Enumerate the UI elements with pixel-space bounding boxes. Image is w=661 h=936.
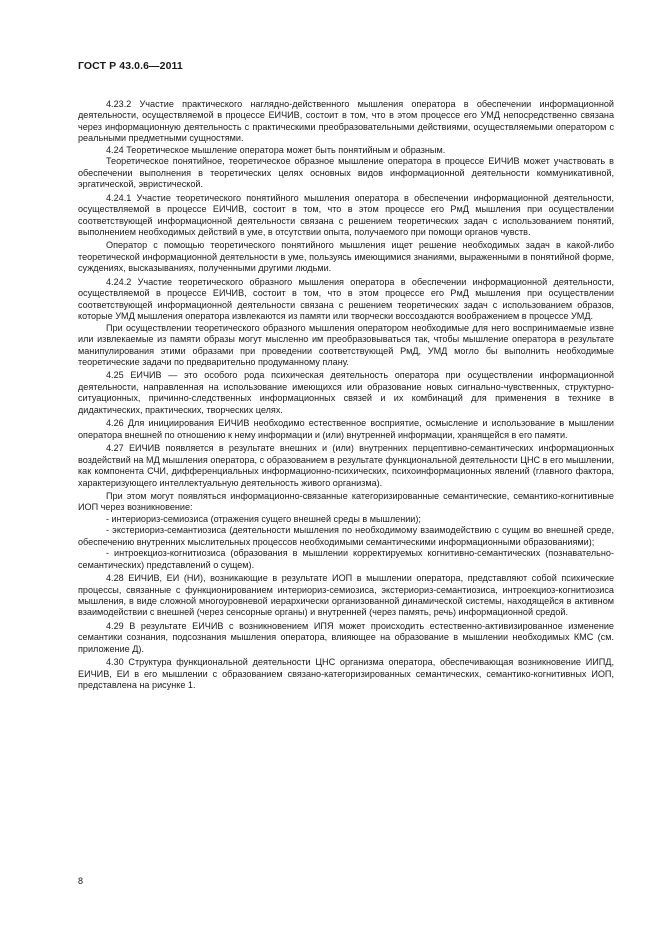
paragraph-4-29: 4.29 В результате ЕИЧИВ с возникновением ИПЯ может происходить естественно-активизированное изменение семантики сознания, подсознания мышления оператора, влияющее на образование в мышлении необходимых КМС (см. приложение Д). [78, 620, 614, 654]
paragraph-operator-conceptual: Оператор с помощью теоретического понятийного мышления ищет решение необходимых задач в какой-либо теоретической информационной деятельности в уме, пользуясь имеющимися знаниями, выраженными в понятийной форме, суждениях, высказываниях, полученными другими людьми. [78, 240, 614, 274]
paragraph-4-24-1: 4.24.1 Участие теоретического понятийного мышления оператора в обеспечении информационной деятельности, осуществляемой в процессе ЕИЧИВ, состоит в том, что в этом процессе его РмД мышления при осуществлении соответствующей информационной деятельности связана с решением теоретических задач с использованием понятий, выполнением необходимых действий в уме, в отсутствии опыта, получаемого при помощи органов чувств. [78, 192, 614, 237]
paragraph-4-25: 4.25 ЕИЧИВ — это особого рода психическая деятельность оператора при осуществлении информационной деятельности, направленная на использование имеющихся или образование новых сигнально-чувственных, структурно-ситуационных, причинно-следственных информационных связей и их комбинаций для применения в технике в дидактических, практических, творческих целях. [78, 370, 614, 415]
list-item-interioriz: - интериориз-семиозиса (отражения сущего внешней среды в мышлении); [106, 513, 421, 524]
paragraph-theoretical-thinking: Теоретическое понятийное, теоретическое образное мышление оператора в процессе ЕИЧИВ может участвовать в обеспечении выполнения в теоретических целях основных видов информационной деятельности коммуникативной, эргатической, эвристической. [78, 156, 614, 190]
body-text [78, 99, 614, 692]
paragraph-4-30: 4.30 Структура функциональной деятельности ЦНС организма оператора, обеспечивающая возникновение ИИПД, ЕИЧИВ, ЕИ в его мышлении с образованием связано-категоризированных семантических, семантико-когнитивных ИОП, представлена на рисунке 1. [78, 657, 614, 691]
paragraph-4-24: 4.24 Теоретическое мышление оператора может быть понятийным и образным. [106, 144, 446, 155]
paragraph-figurative-thinking: При осуществлении теоретического образного мышления оператором необходимые для него воспринимаемые извне или извлекаемые из памяти образы могут мысленно им преобразовываться так, чтобы мышление оператора в результате манипулирования этими образами при проведении соответствующей РмД, УМД могло бы выполнить необходимые теоретические задачи по предварительно продуманному плану. [78, 322, 614, 367]
paragraph-4-27: 4.27 ЕИЧИВ появляется в результате внешних и (или) внутренних перцептивно-семантических информационных воздействий на МД мышления оператора, с образованием в результате функциональной деятельности ЦНС в его мышлении, как компонента СЧИ, дифференциальных информационно-психических, психоинформационных явлений (главного фактора, характеризующего интеллектуальную деятельность живого организма). [78, 443, 614, 488]
list-item-exterioriz: - экстериориз-семантиозиса (деятельности мышления по необходимому взаимодействию с сущим во внешней среде, обеспечению внутренних мыслительных процессов необходимыми семантическими информационными образованиями); [78, 525, 614, 547]
paragraph-4-23-2: 4.23.2 Участие практического наглядно-действенного мышления оператора в обеспечении информационной деятельности, осуществляемой в процессе ЕИЧИВ, состоит в том, что в этом процессе его УМД непосредственно связана через информационную деятельность с практическими преобразовательными действиями, осуществляемыми оператором с реальными предметными сущностями. [78, 99, 614, 144]
paragraph-4-26: 4.26 Для инициирования ЕИЧИВ необходимо естественное восприятие, осмысление и использование в мышлении оператора внешней по отношению к нему информации и (или) внутренней информации, хранящейся в его памяти. [78, 418, 614, 440]
page-number: 8 [78, 876, 84, 886]
paragraph-4-28: 4.28 ЕИЧИВ, ЕИ (НИ), возникающие в результате ИОП в мышлении оператора, представляют собой психические процессы, связанные с функционированием интериориз-семиозиса, экстериориз-семантиозиса, интроекциоз-когнитиозиса мышления, в виде сложной многоуровневой иерархически организованной динамической системы, находящейся в активном взаимодействии с внешней (через сенсорные органы) и внутренней (через память, речь) информационной средой. [78, 573, 614, 618]
list-item-introekcioz: - интроекциоз-когнитиозиса (образования в мышлении корректируемых когнитивно-семантических (познавательно-семантических) представлений о сущем). [78, 548, 614, 570]
paragraph-4-24-2: 4.24.2 Участие теоретического образного мышления оператора в обеспечении информационной деятельности, осуществляемой в процессе ЕИЧИВ, состоит в том, что в этом процессе его РмД мышления при осуществлении соответствующей информационной деятельности связана с решением теоретических задач с использованием образов, которые УМД мышления оператора извлекаются из памяти или творчески воссоздаются воображением в процессе УМД. [78, 276, 614, 322]
paragraph-ip-intro: При этом могут появляться информационно-связанные категоризированные семантические, семантико-когнитивные ИОП через возникновение: [78, 490, 614, 513]
page-header-standard-title: ГОСТ Р 43.0.6—2011 [78, 60, 183, 72]
